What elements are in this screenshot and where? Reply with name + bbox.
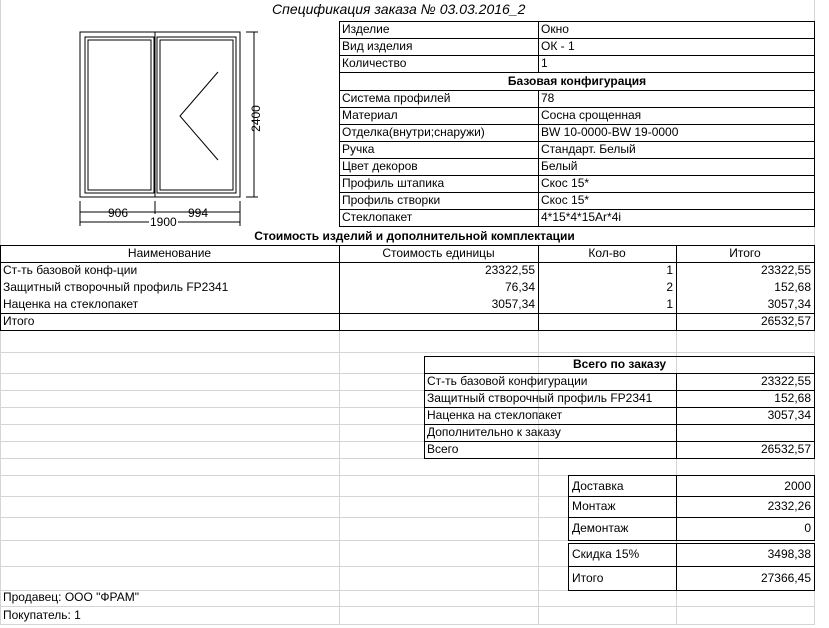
cost-table-heading: Стоимость изделий и дополнительной комплектации — [254, 229, 575, 243]
config-value-sash-profile: Скос 15* — [541, 193, 590, 207]
cost-header-unit-price: Стоимость единицы — [382, 246, 495, 260]
table-row-name: Итого — [3, 314, 35, 328]
cost-header-name: Наименование — [127, 246, 212, 260]
order-total-label: Всего — [427, 442, 459, 456]
grand-total-value: 27366,45 — [760, 571, 811, 585]
config-value-glass-unit: 4*15*4*15Ar*4i — [541, 210, 622, 224]
config-value-material: Сосна срощенная — [541, 108, 642, 122]
config-label-decor-color: Цвет декоров — [342, 159, 418, 173]
order-total-value: 23322,55 — [760, 374, 811, 388]
product-label: Изделие — [342, 22, 390, 36]
dismantling-label: Демонтаж — [572, 521, 629, 535]
config-label-handle: Ручка — [342, 142, 375, 156]
product-value: Окно — [541, 22, 569, 36]
installation-value: 2332,26 — [767, 499, 811, 513]
left-sash-width-label: 906 — [108, 206, 129, 220]
buyer-info: Покупатель: 1 — [3, 608, 81, 622]
total-width-label: 1900 — [150, 215, 177, 229]
config-value-profile-system: 78 — [541, 91, 555, 105]
quantity-value: 1 — [541, 56, 548, 70]
table-row-name: Защитный створочный профиль FP2341 — [3, 280, 229, 294]
table-row-total: 26532,57 — [760, 314, 811, 328]
table-row-unit-price: 3057,34 — [491, 297, 535, 311]
order-total-value: 152,68 — [774, 391, 811, 405]
config-value-handle: Стандарт. Белый — [541, 142, 636, 156]
delivery-label: Доставка — [572, 479, 624, 493]
table-row-name: Ст-ть базовой конф-ции — [3, 263, 138, 277]
discount-label: Скидка 15% — [572, 547, 640, 561]
table-row-unit-price: 23322,55 — [484, 263, 535, 277]
table-row-qty: 1 — [666, 263, 673, 277]
dismantling-value: 0 — [804, 521, 811, 535]
table-row-total: 152,68 — [774, 280, 811, 294]
table-row-unit-price: 76,34 — [504, 280, 535, 294]
config-value-decor-color: Белый — [541, 159, 578, 173]
order-total-heading: Всего по заказу — [572, 357, 667, 371]
table-row-name: Наценка на стеклопакет — [3, 297, 139, 311]
product-type-value: ОК - 1 — [541, 39, 575, 53]
config-label-bead-profile: Профиль штапика — [342, 176, 445, 190]
order-total-label: Защитный створочный профиль FP2341 — [427, 391, 653, 405]
config-label-glass-unit: Стеклопакет — [342, 210, 413, 224]
config-value-bead-profile: Скос 15* — [541, 176, 590, 190]
installation-label: Монтаж — [572, 499, 616, 513]
cost-header-qty: Кол-во — [588, 246, 626, 260]
seller-info: Продавец: ООО "ФРАМ" — [3, 590, 140, 604]
table-row-qty: 1 — [666, 297, 673, 311]
product-type-label: Вид изделия — [342, 39, 413, 53]
order-total-label: Ст-ть базовой конфигурации — [427, 374, 588, 388]
base-config-heading: Базовая конфигурация — [507, 74, 647, 88]
delivery-value: 2000 — [784, 479, 811, 493]
height-dimension-label: 2400 — [248, 105, 263, 132]
order-total-value: 3057,34 — [767, 408, 811, 422]
table-row-qty: 2 — [666, 280, 673, 294]
table-row-total: 3057,34 — [767, 297, 811, 311]
discount-value: 3498,38 — [767, 547, 811, 561]
config-label-profile-system: Система профилей — [342, 91, 451, 105]
cost-header-total: Итого — [729, 246, 761, 260]
order-total-label: Дополнительно к заказу — [427, 425, 561, 439]
config-value-finish: BW 10-0000-BW 19-0000 — [541, 125, 679, 139]
config-label-sash-profile: Профиль створки — [342, 193, 441, 207]
order-total-value: 26532,57 — [760, 442, 811, 456]
order-total-label: Наценка на стеклопакет — [427, 408, 563, 422]
window-drawing — [60, 26, 340, 236]
grand-total-label: Итого — [572, 571, 604, 585]
table-row-total: 23322,55 — [760, 263, 811, 277]
page-title: Спецификация заказа № 03.03.2016_2 — [272, 1, 526, 17]
config-label-material: Материал — [342, 108, 398, 122]
config-label-finish: Отделка(внутри;снаружи) — [342, 125, 485, 139]
quantity-label: Количество — [342, 56, 407, 70]
right-sash-width-label: 994 — [188, 206, 209, 220]
